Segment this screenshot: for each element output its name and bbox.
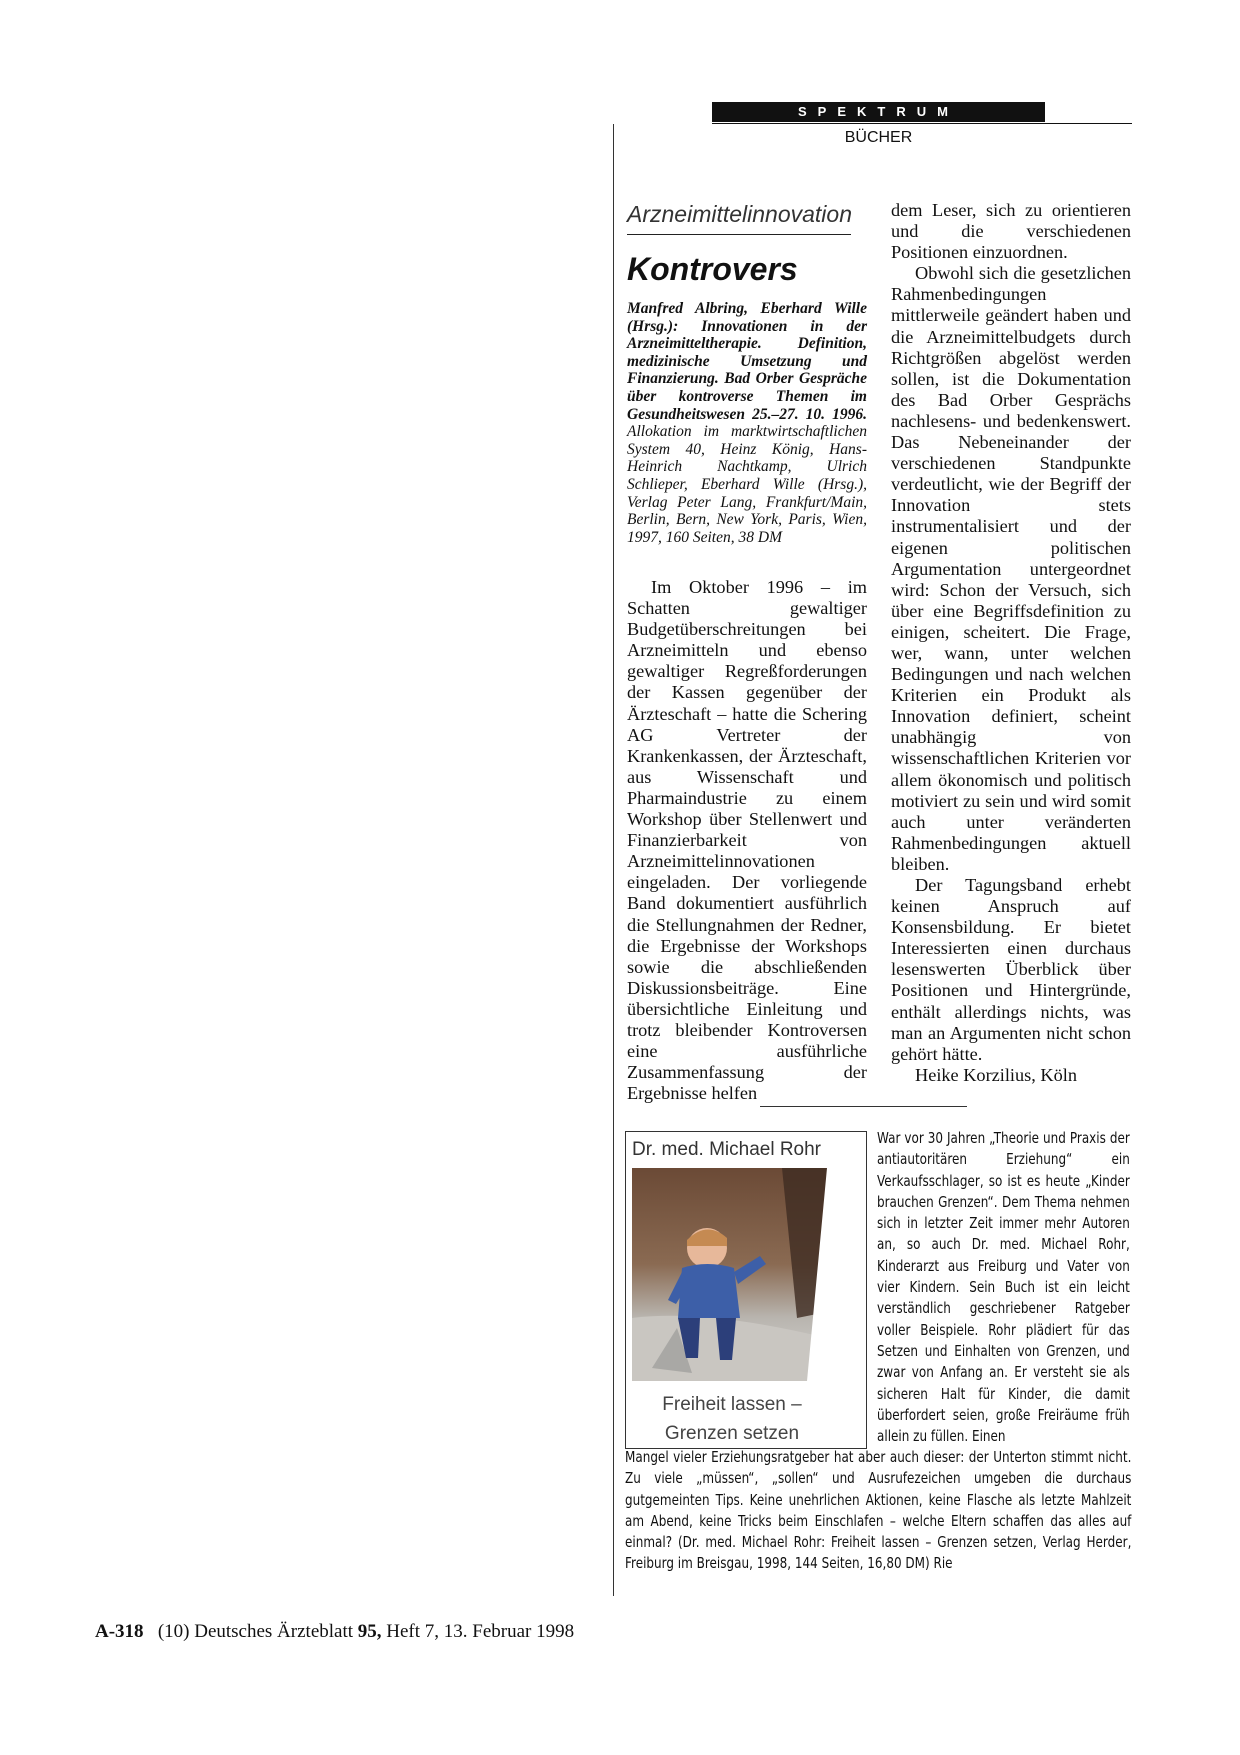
cover-title xyxy=(652,1390,812,1448)
book-cover-image xyxy=(625,1131,867,1449)
bibliography-bold: Manfred Albring, Eberhard Wille (Hrsg.): Innovationen in der Arzneimitteltherapie. Definition, medizinische Umsetzung und Finanzierung. Bad Orber Gespräche über kontroverse Themen im Gesundheitswesen 25.–27. 10. 1996. xyxy=(627,300,867,423)
short-review-text-a: War vor 30 Jahren „Theorie und Praxis der antiautoritären Erziehung“ ein Verkaufsschlager, so ist es heute „Kinder brauchen Grenzen“. Dem Thema nehmen sich in letzter Zeit immer mehr Autoren an, so auch Dr. med. Michael Rohr, Kinderarzt aus Freiburg und Vater von vier Kindern. Sein Buch ist ein leicht verständlich geschriebener Ratgeber voller Beispiele. Rohr plädiert für das Setzen und Einhalten von Grenzen, und zwar von Anfang an. Er versteht sie als sicheren Halt für Kinder, die damit überfordert seien, große Freiräume früh allein zu füllen. Einen xyxy=(877,1129,1130,1446)
article-paragraph: Im Oktober 1996 – im Schatten gewaltiger Budgetüberschreitungen bei Arzneimitteln und ebenso gewaltiger Regreßforderungen der Kassen gegenüber der Ärzteschaft – hatte die Schering AG Vertreter der Krankenkassen, der Ärzteschaft, aus Wissenschaft und Pharmaindustrie zu einem Workshop über Stellenwert und Finanzierbarkeit von Arzneimittelinnovationen eingeladen. Der vorliegende Band dokumentiert ausführlich die Stellungnahmen der Redner, die Ergebnisse der Workshops sowie die abschließenden Diskussionsbeiträge. Eine übersichtliche Einleitung und trotz bleibender Kontroversen eine ausführliche Zusammenfassung der Ergebnisse helfen xyxy=(627,577,867,1104)
article-paragraph: Obwohl sich die gesetzlichen Rahmenbedingungen mittlerweile geändert haben und die Arzneimittelbudgets durch Richtgrößen abgelöst werden sollen, ist die Dokumentation des Bad Orber Gesprächs nachlesens- und bedenkenswert. Das Nebeneinander der verschiedenen Standpunkte verdeutlicht, wie der Begriff der Innovation stets instrumentalisiert und der eigenen politischen Argumentation untergeordnet wird: Schon der Versuch, sich über eine Begriffsdefinition zu einigen, scheitert. Die Frage, wer, wann, unter welchen Bedingungen und nach welchen Kriterien ein Produkt als Innovation definiert, scheint unabhängig von wissenschaftlichen Kriterien vor allem ökonomisch und politisch motiviert zu sein und wird somit auch unter veränderten Rahmenbedingungen aktuell bleiben. xyxy=(891,263,1131,874)
volume-number: 95, xyxy=(357,1621,382,1642)
page-number: A-318 xyxy=(95,1621,144,1642)
article-headline: Kontrovers xyxy=(627,251,798,287)
column-divider xyxy=(613,124,614,1596)
subsection-label: BÜCHER xyxy=(844,129,913,146)
article-paragraph: dem Leser, sich zu orientieren und die verschiedenen Positionen einzuordnen. xyxy=(891,200,1131,263)
cover-photo-child-icon xyxy=(632,1168,847,1381)
separator-rule xyxy=(760,1106,967,1107)
article-column-1 xyxy=(627,577,867,1104)
short-review-text-b: Mangel vieler Erziehungsratgeber hat aber auch dieser: der Unterton stimmt nicht. Zu viele „müssen“, „sollen“ und Ausrufezeichen umgeben die durchaus gutgemeinten Tips. Keine unehrlichen Aktionen, keine Flasche als letzte Mahlzeit am Abend, keine Tricks beim Einschlafen – welche Eltern schaffen das alles auf einmal? (Dr. med. Michael Rohr: Freiheit lassen – Grenzen setzen, Verlag Herder, Freiburg im Breisgau, 1998, 144 Seiten, 16,80 DM) Rie xyxy=(625,1448,1132,1573)
bibliography-rest: Allokation im marktwirtschaftlichen System 40, Heinz König, Hans-Heinrich Nachtkamp, Ulrich Schlieper, Eberhard Wille (Hrsg.), Verlag Peter Lang, Frankfurt/Main, Berlin, Bern, New York, Paris, Wien, 1997, 160 Seiten, 38 DM xyxy=(627,423,867,546)
article-kicker: Arzneimittelinnovation xyxy=(627,201,851,235)
bibliography xyxy=(627,300,867,546)
issue-prefix: (10) Deutsches Ärzteblatt xyxy=(157,1621,358,1642)
article-paragraph: Der Tagungsband erhebt keinen Anspruch auf Konsensbildung. Er bietet Interessierten einen durchaus lesenswerten Überblick über Positionen und Hintergründe, enthält allerdings nichts, was man an Argumenten nicht schon gehört hätte. xyxy=(891,875,1131,1064)
header-rule xyxy=(712,123,1132,124)
cover-title-line-2: Grenzen setzen xyxy=(664,1423,800,1444)
cover-author: Dr. med. Michael Rohr xyxy=(632,1139,822,1160)
section-label: SPEKTRUM xyxy=(712,102,1045,122)
article-column-2 xyxy=(891,200,1131,1086)
page-footer xyxy=(95,1621,574,1643)
cover-title-line-1: Freiheit lassen – xyxy=(662,1394,802,1415)
issue-suffix: Heft 7, 13. Februar 1998 xyxy=(381,1621,575,1642)
article-author: Heike Korzilius, Köln xyxy=(915,1064,1077,1085)
